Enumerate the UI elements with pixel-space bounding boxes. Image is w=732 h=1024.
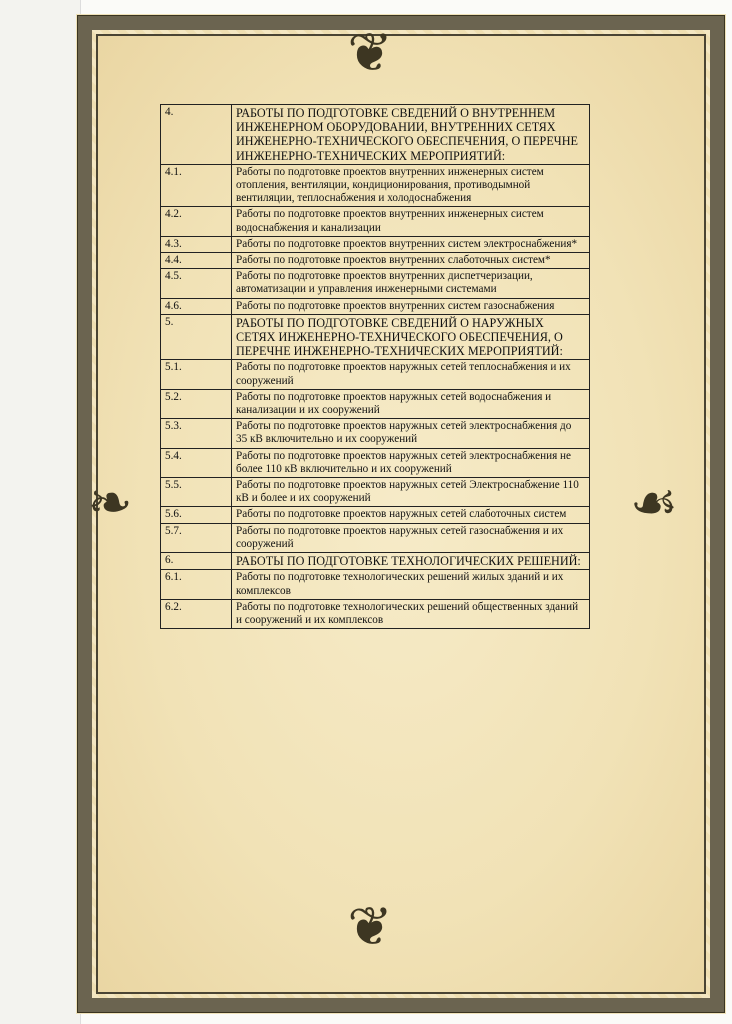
table-row <box>161 389 590 418</box>
row-number: 4.6. <box>161 298 232 314</box>
row-number: 6.2. <box>161 599 232 628</box>
row-number: 5.5. <box>161 478 232 507</box>
row-number: 5. <box>161 314 232 360</box>
row-number: 6.1. <box>161 570 232 599</box>
row-text: Работы по подготовке проектов наружных сетей Электроснабжение 110 кВ и более и их сооружений <box>232 478 590 507</box>
row-number: 4.4. <box>161 253 232 269</box>
row-number: 5.7. <box>161 523 232 552</box>
row-text: Работы по подготовке проектов внутренних инженерных систем отопления, вентиляции, кондиционирования, противодымной вентиляции, теплоснабжения и холодоснабжения <box>232 164 590 207</box>
row-number: 4.2. <box>161 207 232 236</box>
row-text: Работы по подготовке проектов наружных сетей теплоснабжения и их сооружений <box>232 360 590 389</box>
section-row <box>161 105 590 165</box>
table-row <box>161 164 590 207</box>
table-row <box>161 478 590 507</box>
section-heading: РАБОТЫ ПО ПОДГОТОВКЕ СВЕДЕНИЙ О НАРУЖНЫХ СЕТЯХ ИНЖЕНЕРНО-ТЕХНИЧЕСКОГО ОБЕСПЕЧЕНИЯ, О ПЕРЕЧНЕ ИНЖЕНЕРНО-ТЕХНИЧЕСКИХ МЕРОПРИЯТИЙ: <box>232 314 590 360</box>
section-row <box>161 553 590 570</box>
bottom-ornament-icon: ❦ <box>347 897 393 957</box>
scanner-margin <box>0 0 81 1024</box>
table-row <box>161 448 590 477</box>
top-ornament-icon: ❦ <box>347 23 393 83</box>
row-number: 5.2. <box>161 389 232 418</box>
row-number: 6. <box>161 553 232 570</box>
row-text: Работы по подготовке проектов внутренних систем электроснабжения* <box>232 236 590 252</box>
row-text: Работы по подготовке проектов наружных сетей электроснабжения до 35 кВ включительно и их сооружений <box>232 419 590 448</box>
row-number: 5.4. <box>161 448 232 477</box>
right-ornament-icon: ☙ <box>629 473 679 533</box>
row-number: 4.3. <box>161 236 232 252</box>
row-text: Работы по подготовке проектов внутренних систем газоснабжения <box>232 298 590 314</box>
left-ornament-icon: ❧ <box>87 473 133 533</box>
row-text: Работы по подготовке проектов наружных сетей газоснабжения и их сооружений <box>232 523 590 552</box>
table-row <box>161 253 590 269</box>
table-row <box>161 507 590 523</box>
row-number: 4. <box>161 105 232 165</box>
row-text: Работы по подготовке проектов наружных сетей слаботочных систем <box>232 507 590 523</box>
row-number: 4.5. <box>161 269 232 298</box>
row-text: Работы по подготовке технологических решений общественных зданий и сооружений и их комплексов <box>232 599 590 628</box>
row-text: Работы по подготовке проектов внутренних инженерных систем водоснабжения и канализации <box>232 207 590 236</box>
row-text: Работы по подготовке проектов наружных сетей электроснабжения не более 110 кВ включительно и их сооружений <box>232 448 590 477</box>
row-text: Работы по подготовке проектов внутренних диспетчеризации, автоматизации и управления инженерными системами <box>232 269 590 298</box>
row-number: 5.3. <box>161 419 232 448</box>
section-row <box>161 314 590 360</box>
row-number: 4.1. <box>161 164 232 207</box>
table-row <box>161 599 590 628</box>
row-text: Работы по подготовке проектов наружных сетей водоснабжения и канализации и их сооружений <box>232 389 590 418</box>
table-row <box>161 236 590 252</box>
table-row <box>161 570 590 599</box>
table-row <box>161 360 590 389</box>
row-text: Работы по подготовке проектов внутренних слаботочных систем* <box>232 253 590 269</box>
table-row <box>161 269 590 298</box>
section-heading: РАБОТЫ ПО ПОДГОТОВКЕ ТЕХНОЛОГИЧЕСКИХ РЕШЕНИЙ: <box>232 553 590 570</box>
activities-table <box>160 104 590 629</box>
row-text: Работы по подготовке технологических решений жилых зданий и их комплексов <box>232 570 590 599</box>
table-row <box>161 207 590 236</box>
table-row <box>161 419 590 448</box>
section-heading: РАБОТЫ ПО ПОДГОТОВКЕ СВЕДЕНИЙ О ВНУТРЕННЕМ ИНЖЕНЕРНОМ ОБОРУДОВАНИИ, ВНУТРЕННИХ СЕТЯХ ИНЖЕНЕРНО-ТЕХНИЧЕСКОГО ОБЕСПЕЧЕНИЯ, О ПЕРЕЧНЕ ИНЖЕНЕРНО-ТЕХНИЧЕСКИХ МЕРОПРИЯТИЙ: <box>232 105 590 165</box>
row-number: 5.6. <box>161 507 232 523</box>
table-row <box>161 298 590 314</box>
table-row <box>161 523 590 552</box>
row-number: 5.1. <box>161 360 232 389</box>
